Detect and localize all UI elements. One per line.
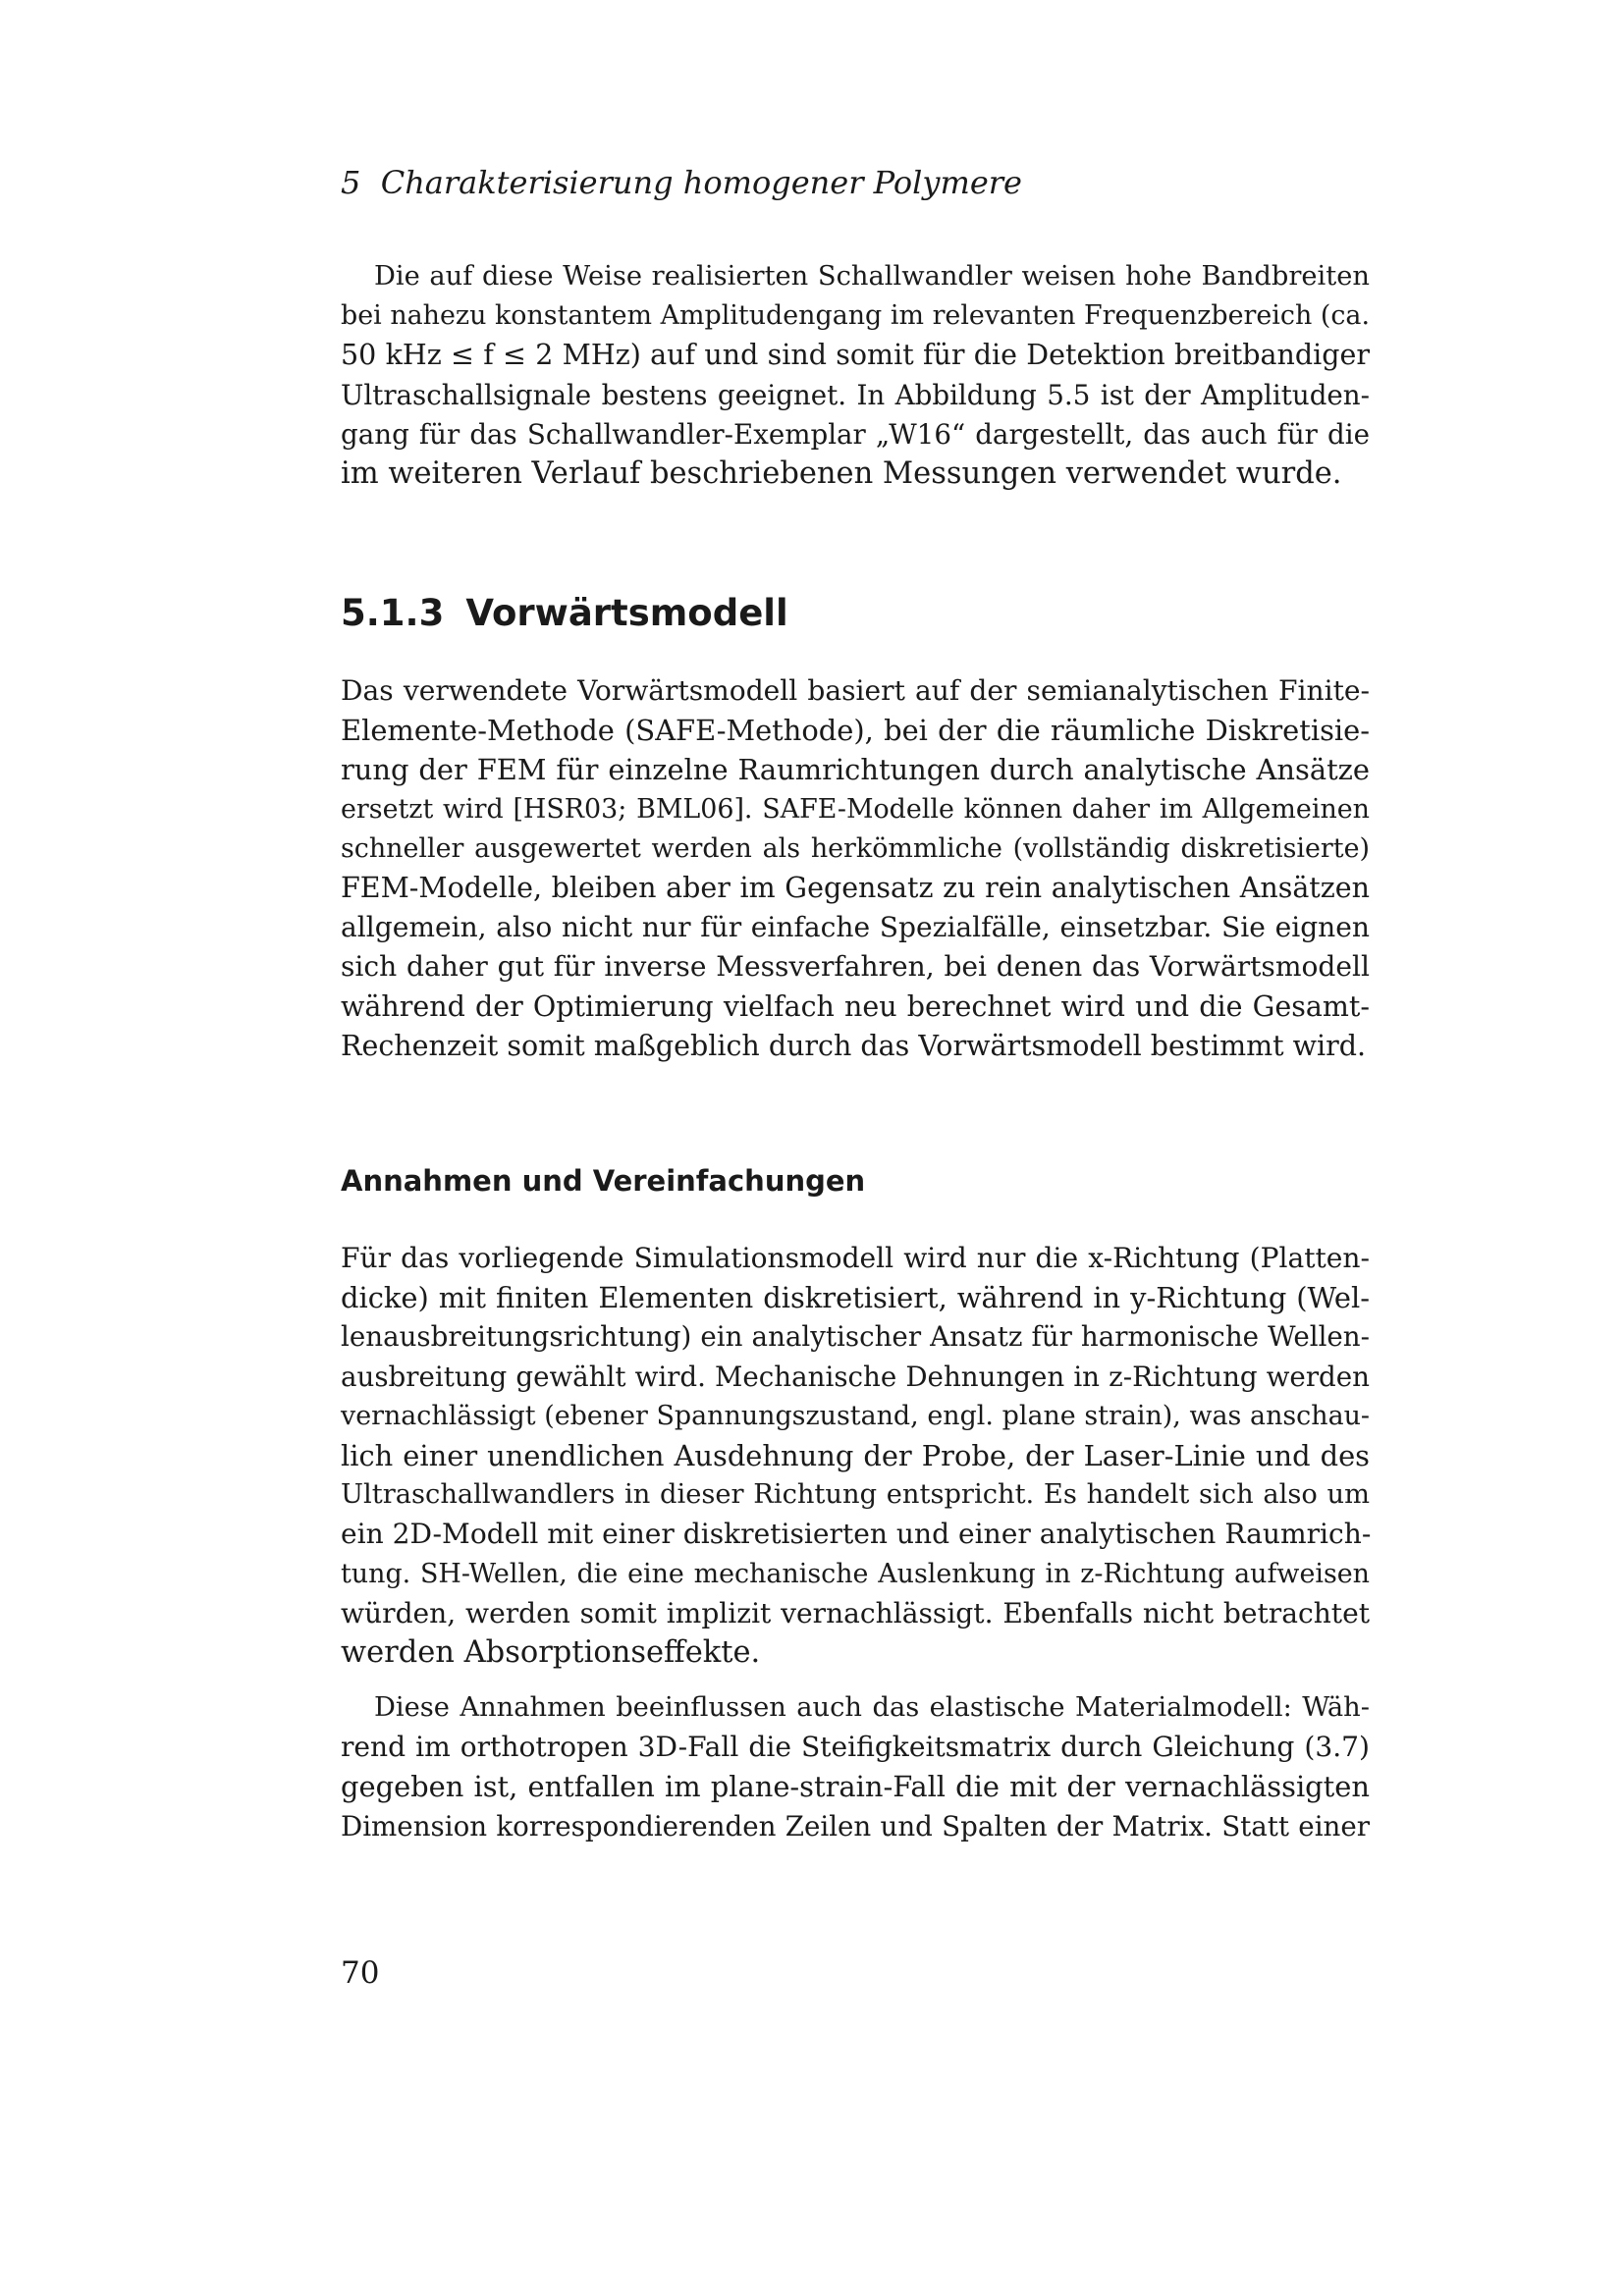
page-number: 70 bbox=[341, 1955, 380, 1991]
paragraph-line: 50 kHz ≤ f ≤ 2 MHz) auf und sind somit für die Detektion breitbandiger bbox=[341, 339, 1370, 372]
paragraph-line: dicke) mit finiten Elementen diskretisiert, während in y-Richtung (Wel- bbox=[341, 1281, 1370, 1315]
paragraph-line: FEM-Modelle, bleiben aber im Gegensatz zu rein analytischen Ansätzen bbox=[341, 871, 1370, 904]
paragraph-line: im weiteren Verlauf beschriebenen Messungen verwendet wurde. bbox=[341, 455, 1342, 491]
paragraph-line: bei nahezu konstantem Amplitudengang im relevanten Frequenzbereich (ca. bbox=[341, 300, 1370, 332]
paragraph-line: während der Optimierung vielfach neu berechnet wird und die Gesamt- bbox=[341, 989, 1370, 1023]
paragraph-line: gegeben ist, entfallen im plane-strain-Fall die mit der vernachlässigten bbox=[341, 1770, 1370, 1804]
paragraph-line: Das verwendete Vorwärtsmodell basiert auf der semianalytischen Finite- bbox=[341, 674, 1370, 707]
assumptions-paragraph bbox=[341, 1239, 1370, 1673]
paragraph-line: Die auf diese Weise realisierten Schallwandler weisen hohe Bandbreiten bbox=[374, 261, 1370, 292]
paragraph-line: ein 2D-Modell mit einer diskretisierten und einer analytischen Raumrich- bbox=[341, 1518, 1372, 1551]
section-paragraph bbox=[341, 671, 1370, 1066]
paragraph-line: schneller ausgewertet werden als herkömmliche (vollständig diskretisierte) bbox=[341, 832, 1370, 864]
paragraph-line: werden Absorptionseffekte. bbox=[341, 1634, 761, 1670]
chapter-number: 5 bbox=[341, 164, 361, 201]
document-page bbox=[341, 0, 1370, 2296]
paragraph-line: Für das vorliegende Simulationsmodell wird nur die x-Richtung (Platten- bbox=[341, 1242, 1370, 1274]
paragraph-line: ersetzt wird [HSR03; BML06]. SAFE-Modelle können daher im Allgemeinen bbox=[341, 793, 1370, 825]
paragraph-line: vernachlässigt (ebener Spannungszustand, engl. plane strain), was anschau- bbox=[341, 1400, 1370, 1431]
paragraph-line: Elemente-Methode (SAFE-Methode), bei der die räumliche Diskretisie- bbox=[341, 714, 1370, 748]
paragraph-line: sich daher gut für inverse Messverfahren, bei denen das Vorwärtsmodell bbox=[341, 950, 1370, 984]
running-header bbox=[341, 163, 1022, 202]
paragraph-line: Diese Annahmen beeinflussen auch das elastische Materialmodell: Wäh- bbox=[374, 1692, 1370, 1723]
paragraph-line: würden, werden somit implizit vernachlässigt. Ebenfalls nicht betrachtet bbox=[341, 1596, 1370, 1629]
paragraph-line: tung. SH-Wellen, die eine mechanische Auslenkung in z-Richtung aufweisen bbox=[341, 1558, 1370, 1589]
chapter-title: Charakterisierung homogener Polymere bbox=[380, 164, 1022, 201]
paragraph-line: allgemein, also nicht nur für einfache Spezialfälle, einsetzbar. Sie eignen bbox=[341, 911, 1370, 944]
paragraph-line: Rechenzeit somit maßgeblich durch das Vorwärtsmodell bestimmt wird. bbox=[341, 1029, 1367, 1062]
material-paragraph bbox=[341, 1688, 1370, 1846]
section-number: 5.1.3 bbox=[341, 592, 445, 634]
paragraph-line: rung der FEM für einzelne Raumrichtungen durch analytische Ansätze bbox=[341, 753, 1370, 787]
paragraph-line: gang für das Schallwandler-Exemplar „W16“ dargestellt, das auch für die bbox=[341, 417, 1370, 451]
paragraph-line: lich einer unendlichen Ausdehnung der Probe, der Laser-Linie und des bbox=[341, 1438, 1370, 1472]
subsection-heading: Annahmen und Vereinfachungen bbox=[341, 1164, 866, 1198]
section-heading bbox=[341, 591, 788, 636]
paragraph-line: rend im orthotropen 3D-Fall die Steifigkeitsmatrix durch Gleichung (3.7) bbox=[341, 1731, 1370, 1764]
paragraph-line: Ultraschallwandlers in dieser Richtung entspricht. Es handelt sich also um bbox=[341, 1479, 1370, 1511]
paragraph-line: lenausbreitungsrichtung) ein analytischer Ansatz für harmonische Wellen- bbox=[341, 1320, 1370, 1354]
section-title: Vorwärtsmodell bbox=[465, 592, 788, 634]
paragraph-line: ausbreitung gewählt wird. Mechanische Dehnungen in z-Richtung werden bbox=[341, 1360, 1370, 1393]
paragraph-line: Dimension korrespondierenden Zeilen und Spalten der Matrix. Statt einer bbox=[341, 1809, 1370, 1842]
intro-paragraph bbox=[341, 257, 1370, 494]
paragraph-line: Ultraschallsignale bestens geeignet. In Abbildung 5.5 ist der Amplituden- bbox=[341, 378, 1370, 411]
